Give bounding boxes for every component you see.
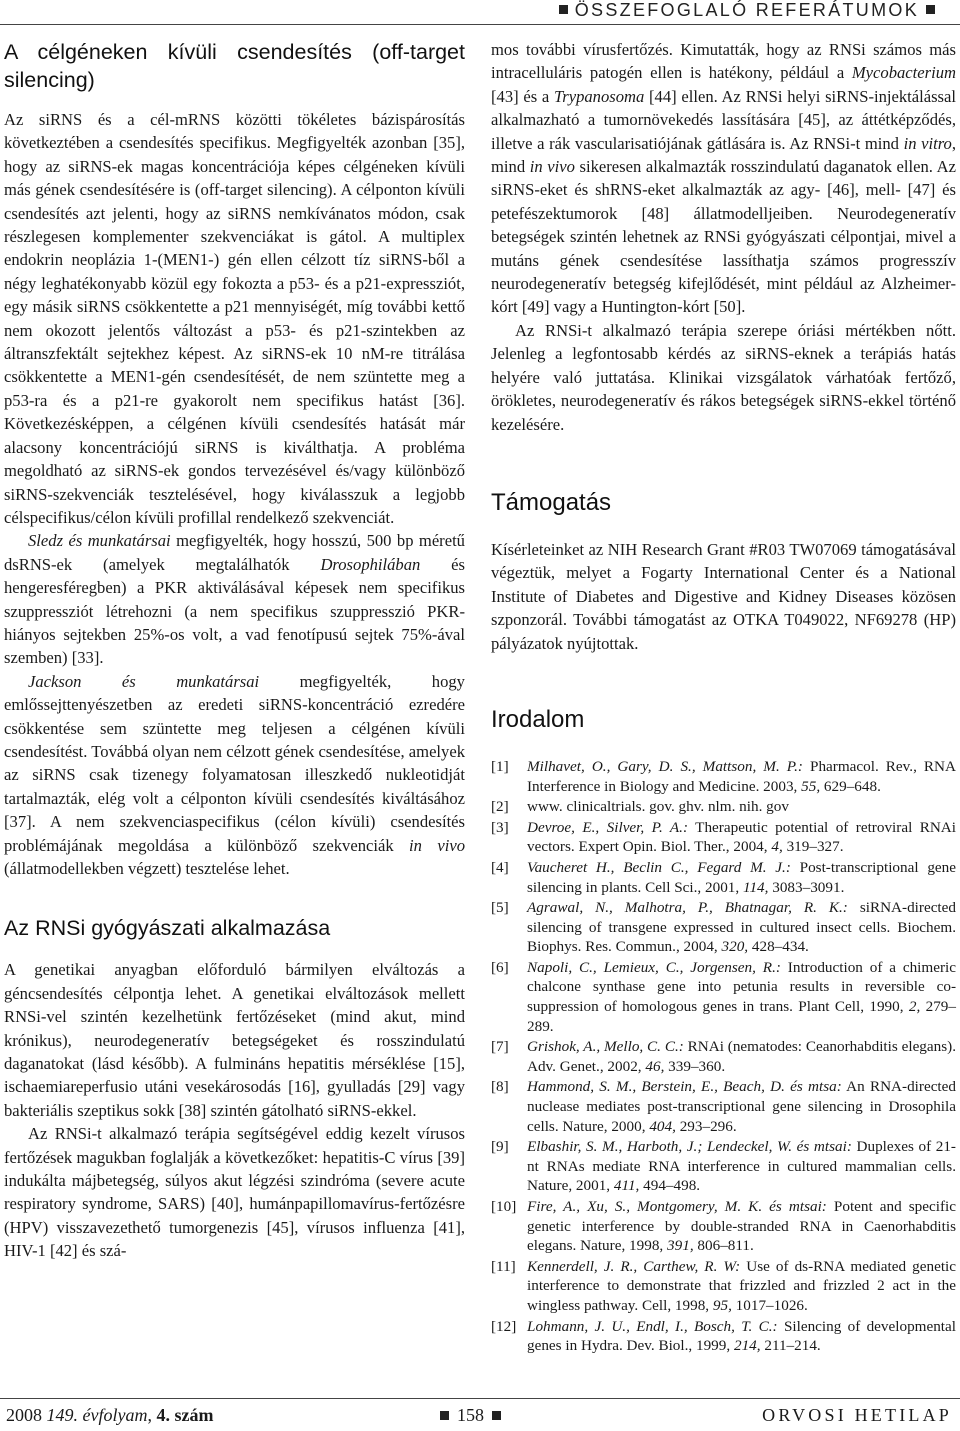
text-run: megfigyelték, hogy emlőssejttenyészetben az eredeti siRNS-koncentráció ezredére csökkentése sem szüntette meg teljesen a célgénen kívüli csendesítést. Továbbá olyan nem célzott gének csendesítése, amelyek az siRNS csak tizenegy folyamatosan illeszkedő nukleotidját tartalmazták, elég volt a célponton kívüli csendesítés kiváltásához [37]. A nem szekvenciaspecifikus (célon kívüli) csendesítés problémájának megoldása a különböző szekvenciák — [4, 671, 465, 855]
reference-au: Milhavet, O., Gary, D. S., Mattson, M. P.: — [527, 757, 803, 775]
paragraph: Az RNSi-t alkalmazó terápia segítségével eddig kezelt vírusos fertőzések magukban foglalják a következőket: hepatitis-C vírus [39] indukálta májbetegség, súlyos akut légzési szindróma (severe acute respiratory syndrome, SARS) [40], humánpapillomavírus-fertőzésre (HPV) visszavezethető tumorgenezis [45], vírusos influenza [41], HIV-1 [42] és szá- — [4, 1124, 465, 1261]
reference-text — [527, 1197, 956, 1256]
reference-vol: 391, — [667, 1237, 694, 1255]
reference-text — [527, 757, 956, 796]
text-run: mos további vírusfertőzés. Kimutatták, hogy az RNSi számos más intracelluláris patogén ellen is hatékony, például a — [491, 40, 956, 83]
italic-term: in vivo — [529, 157, 575, 177]
reference-text — [527, 1037, 956, 1076]
italic-term: Drosophilában — [320, 554, 421, 574]
square-bullet-icon — [440, 1411, 449, 1420]
text-run: és hengeresféregben) a PKR aktiválásával képesek nem specifikus szuppressziót létrehozni (a nem specifikus szuppresszió PKR-hiányos sejtekben 25%-os volt, a vad fenotípusú sejtek 75%-ával szemben) [33]. — [4, 554, 465, 668]
reference-item — [491, 1197, 956, 1256]
reference-item — [491, 1257, 956, 1316]
running-header — [0, 0, 960, 30]
reference-number: [6] — [491, 958, 509, 976]
italic-term: Trypanosoma — [553, 86, 645, 106]
reference-t2: 806–811. — [693, 1237, 754, 1255]
reference-item — [491, 1037, 956, 1076]
reference-item — [491, 898, 956, 957]
reference-number: [11] — [491, 1257, 516, 1275]
reference-item — [491, 958, 956, 1036]
paragraph: Az siRNS és a cél-mRNS közötti tökéletes bázispárosítás következtében a csendesítés specifikus. Megfigyelték azonban [35], hogy az siRNS-ek magas koncentrációja képes célgéneken kívüli más gének csendesítésére is (off-target silencing). A célponton kívüli csendesítés azt jelenti, hogy az siRNS nemkívánatos módon, csak részlegesen komplementer szekvenciákat is gátol. A multiplex endokrin neoplázia 1-(MEN1-) gén ellen célzott tíz siRNS-ből a négy leghatékonyabb közül egy fokozta a p53- és a p21-expressziót, egy másik siRNS csökkentette a p21 mennyiségét, míg további kettő nem okozott jelentős változást a p53- és p21-szintekben az áltranszfektált sejtekhez képest. Az siRNS-ek 10 nM-re titrálása csökkentette a MEN1-gén csendesítését, de nem szüntette meg a p53-ra és a p21-re gyakorolt nem specifikus hatást [36]. Következésképpen, a célgénen kívüli csendesítés hatását már alacsony koncentrációjú siRNS is kiválthatja. A probléma megoldható az siRNS-ek gondos tervezésével és/vagy különböző siRNS-szekvenciák tesztelésével, hogy kiválasszuk a legjobb célspecifikus/célon kívüli profillal rendelkező szekvenciát. — [4, 110, 465, 527]
reference-au: Kennerdell, J. R., Carthew, R. W: — [527, 1257, 741, 1275]
section-heading-therapeutic: Az RNSi gyógyászati alkalmazása — [4, 916, 331, 941]
reference-number: [5] — [491, 899, 509, 917]
reference-au: Vaucheret H., Beclin C., Fegard M. J.: — [527, 858, 791, 876]
author-ref: Jackson és munkatársai — [28, 671, 260, 691]
reference-vol: 46, — [645, 1057, 665, 1075]
header-title — [548, 0, 946, 21]
reference-t1: www. clinicaltrials. gov. ghv. nlm. nih. gov — [527, 798, 789, 816]
reference-text — [527, 898, 956, 957]
right-column — [491, 38, 956, 1357]
reference-t2: 494–498. — [639, 1177, 701, 1195]
reference-number: [4] — [491, 858, 509, 876]
reference-vol: 404, — [649, 1117, 676, 1135]
reference-vol: 2, — [908, 998, 921, 1016]
left-column — [4, 38, 465, 1263]
footer-year: 2008 — [6, 1405, 42, 1425]
paragraph: A genetikai anyagban előforduló bármilyen elváltozás a géncsendesítés célpontja lehet. A genetikai elváltozások mellett RNSi-vel szintén kezelhetünk fertőzéseket (mind akut, mind krónikus), neurodegeneratív betegségeket és rosszindulatú daganatokat (lásd később). A fulmináns hepatitis mérséklése [15], ischaemiareperfusio utáni vesekárosodás [16], gyulladás [29] vagy bakteriális szeptikus sokk [38] szintén gátolható siRNS-ekkel. — [4, 960, 465, 1120]
reference-text — [527, 1137, 956, 1196]
reference-vol: 411, — [613, 1177, 640, 1195]
header-rule — [0, 24, 960, 25]
page-number: 158 — [457, 1405, 484, 1425]
reference-t1: Silencing of developmental genes in Hydra. Dev. Biol., 1999, — [527, 1317, 956, 1355]
reference-number: [1] — [491, 757, 509, 775]
reference-t1: Therapeutic potential of retroviral RNAi vectors. Expert Opin. Biol. Ther., 2004, — [527, 818, 956, 856]
reference-text — [527, 797, 956, 817]
reference-text — [527, 1317, 956, 1356]
reference-au: Elbashir, S. M., Harboth, J.; Lendeckel, W. és mtsai: — [527, 1138, 852, 1156]
reference-t2: 293–296. — [675, 1117, 737, 1135]
footer-rule — [0, 1398, 960, 1399]
square-bullet-icon — [926, 5, 935, 14]
reference-t1: Use of ds-RNA mediated genetic interference to demonstrate that frizzled and frizzled 2 act in the wingless pathway. Cell, 1998, — [527, 1257, 956, 1314]
section-heading-references: Irodalom — [491, 705, 585, 733]
italic-term: in vivo — [409, 835, 465, 855]
text-run: sikeresen alkalmazták rosszindulatú daganatok ellen. Az siRNS-eket és shRNS-eket alkalmazták az agy- [46], mell- [47] és petefészektumorok [48] állatmodelljeiben. Neurodegeneratív betegségek szintén lehetnek az RNSi gyógyászati célpontjai, mivel a mutáns gének csendesítése lassíthatja számos progresszív neurodegeneratív betegség kifejlődését, mint például az Alzheimer-kórt [49] vagy a Huntington-kórt [50]. — [491, 157, 957, 317]
reference-t1: Potent and specific genetic interference by double-stranded RNA in Caenorhabditis elegans. Nature, 1998, — [527, 1198, 956, 1255]
paragraph — [491, 38, 956, 319]
reference-number: [12] — [491, 1317, 517, 1335]
reference-t1: Pharmacol. Rev., RNA Interference in Biology and Medicine. 2003, — [527, 757, 956, 795]
italic-term: in vitro — [903, 133, 952, 153]
reference-vol: 95, — [712, 1296, 732, 1314]
reference-list — [491, 757, 956, 1356]
reference-t1: An RNA-directed nuclease mediates post-transcriptional gene silencing in Drosophila cells. Nature, 2000, — [527, 1078, 956, 1135]
text-run: megfigyelték, hogy hosszú, 500 bp méretű dsRNS-ek (amelyek megtalálhatók — [4, 531, 465, 574]
footer — [0, 1398, 960, 1431]
reference-text — [527, 858, 956, 897]
reference-t2: 1017–1026. — [731, 1296, 808, 1314]
reference-number: [8] — [491, 1078, 509, 1096]
reference-t1: Duplexes of 21-nt RNAs mediate RNA interference in cultured mammalian cells. Nature, 2001, — [527, 1138, 956, 1195]
reference-item — [491, 757, 956, 796]
footer-issue: 2008 149. évfolyam, 4. szám — [6, 1405, 214, 1425]
reference-t2: 211–214. — [760, 1337, 821, 1355]
paragraph — [4, 529, 465, 669]
reference-item — [491, 858, 956, 897]
section-heading-off-target: A célgéneken kívüli csendesítés (off-target silencing) — [4, 40, 465, 92]
reference-t1: siRNA-directed silencing of transgene expressed in cultured insect cells. Biochem. Biophys. Res. Commun., 2004, — [527, 899, 956, 956]
reference-t1: Post-transcriptional gene silencing in plants. Cell Sci., 2001, — [527, 858, 956, 896]
reference-text — [527, 958, 956, 1036]
reference-number: [10] — [491, 1198, 517, 1215]
square-bullet-icon — [492, 1411, 501, 1420]
reference-number: [2] — [491, 798, 509, 816]
reference-item — [491, 1137, 956, 1196]
journal-name: ORVOSI HETILAP — [762, 1405, 952, 1425]
reference-number: [7] — [491, 1038, 509, 1056]
reference-t2: 279–289. — [527, 998, 956, 1035]
text-run: (állatmodellekben végzett) tesztelése lehet. — [4, 859, 290, 878]
reference-au: Devroe, E., Silver, P. A.: — [527, 818, 689, 836]
paragraph — [4, 670, 465, 881]
reference-item — [491, 797, 956, 817]
reference-text — [527, 1257, 956, 1316]
reference-t2: 428–434. — [748, 938, 809, 956]
text-run: [44] ellen. Az RNSi helyi siRNS-injektálással alkalmazható a tumornövekedés lassítására [45], az áttétképződés, illetve a rák vascularisatiójának gátlására is. Az RNSi-t mind — [491, 86, 956, 153]
text-run: , mind — [491, 133, 956, 177]
reference-vol: 114, — [742, 878, 769, 896]
reference-item — [491, 1077, 956, 1136]
reference-vol: 55, — [801, 777, 821, 795]
author-ref: Sledz és munkatársai — [28, 531, 171, 551]
reference-au: Grishok, A., Mello, C. C.: — [527, 1038, 684, 1056]
reference-text — [527, 818, 956, 857]
reference-number: [9] — [491, 1138, 509, 1156]
reference-number: [3] — [491, 818, 509, 836]
text-run: [43] és a — [491, 86, 554, 106]
reference-t1: Introduction of a chimeric chalcone synthase gene into petunia results in reversible co-suppression of homologous genes in trans. Plant Cell, 1990, — [527, 958, 956, 1016]
footer-volume: 149. évfolyam — [46, 1405, 148, 1425]
paragraph: Kísérleteinket az NIH Research Grant #R03 TW07069 támogatásával végeztük, melyet a Fogarty International Center és a National Institute of Diabetes and Digestive and Kidney Diseases közösen szponzorál. További támogatást az OTKA T049022, NF69278 (HP) pályázatok nyújtottak. — [491, 539, 956, 653]
header-title-text: ÖSSZEFOGLALÓ REFERÁTUMOK — [574, 0, 919, 20]
reference-item — [491, 1317, 956, 1356]
section-heading-support: Támogatás — [491, 488, 612, 516]
italic-term: Mycobacterium — [851, 63, 956, 83]
reference-t1: RNAi (nematodes: Ceanorhabditis elegans). Adv. Genet., 2002, — [527, 1038, 957, 1075]
reference-item — [491, 818, 956, 857]
reference-au: Fire, A., Xu, S., Montgomery, M. K. és mtsai: — [527, 1198, 827, 1215]
reference-vol: 214, — [733, 1337, 761, 1355]
reference-text — [527, 1077, 956, 1136]
reference-vol: 320, — [721, 938, 749, 956]
reference-au: Agrawal, N., Malhotra, P., Bhatnagar, R. K.: — [527, 899, 848, 917]
footer-page — [432, 1405, 509, 1426]
reference-au: Hammond, S. M., Berstein, E., Beach, D. és mtsa: — [527, 1078, 842, 1096]
reference-t2: 319–327. — [782, 838, 844, 856]
footer-issue-number: 4. szám — [156, 1405, 214, 1425]
paragraph: Az RNSi-t alkalmazó terápia szerepe óriási mértékben nőtt. Jelenleg a legfontosabb kérdés az siRNS-eknek a terápiás hatás helyére való juttatása. Klinikai vizsgálatok várhatóak fertőző, örökletes, neurodegeneratív és rákos betegségek siRNS-ekkel történő kezelésére. — [491, 320, 956, 434]
reference-t2: 629–648. — [820, 777, 881, 795]
reference-t2: 339–360. — [664, 1057, 726, 1075]
reference-au: Napoli, C., Lemieux, C., Jorgensen, R.: — [527, 958, 781, 976]
reference-vol: 4, — [771, 838, 783, 856]
square-bullet-icon — [559, 5, 568, 14]
reference-au: Lohmann, J. U., Endl, I., Bosch, T. C.: — [527, 1317, 778, 1335]
reference-t2: 3083–3091. — [768, 878, 845, 896]
